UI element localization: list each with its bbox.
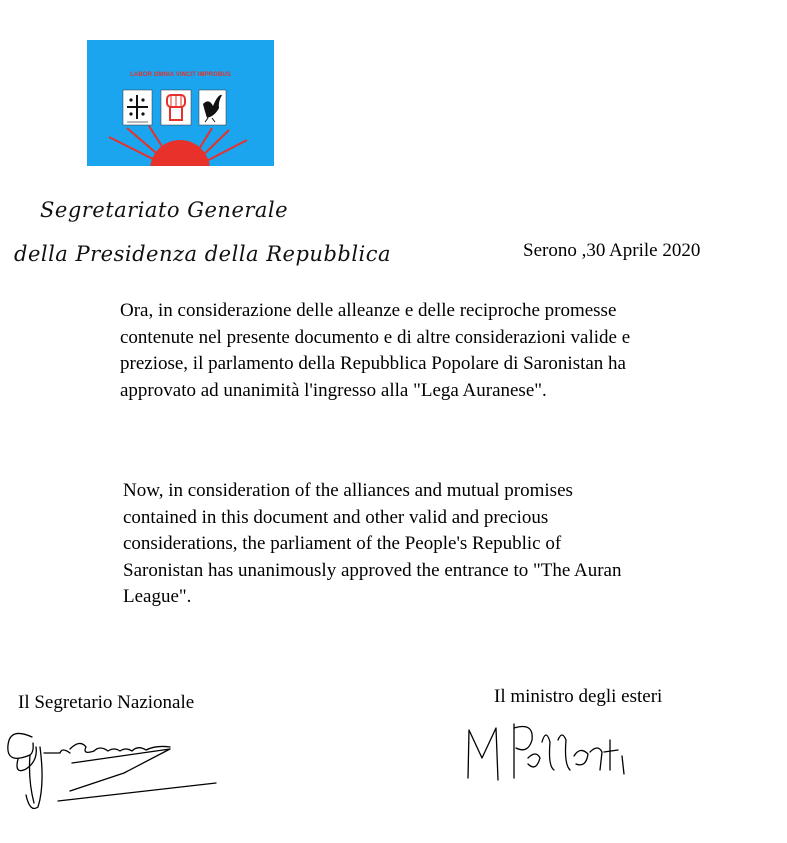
flag-emblem xyxy=(87,40,274,166)
sun xyxy=(150,140,210,166)
signature-left xyxy=(0,725,230,820)
signature-right xyxy=(462,718,634,784)
sun-rays xyxy=(87,40,274,166)
document-date: Serono ,30 Aprile 2020 xyxy=(523,240,701,261)
signatory-title-left: Il Segretario Nazionale xyxy=(18,692,195,713)
paragraph-english: Now, in consideration of the alliances and mutual promises contained in this document and other valid and precious considerations, the parliament of the People's Republic of Saronistan has unanimously approved the entrance to "The Auran League". xyxy=(123,480,622,607)
flag-motto: LABOR OMNIA VINCIT IMPROBUS xyxy=(130,72,231,78)
signatory-title-right: Il ministro degli esteri xyxy=(494,686,663,707)
heading-presidency: della Presidenza della Repubblica xyxy=(14,242,392,266)
raised-fist-icon xyxy=(161,90,191,125)
heading-secretariat: Segretariato Generale xyxy=(40,198,289,222)
paragraph-italian: Ora, in considerazione delle alleanze e delle reciproche promesse contenute nel presente documento e di altre considerazioni valide e preziose, il parlamento della Repubblica Popolare di Saronistan ha approvato ad unanimità l'ingresso alla "Lega Auranese". xyxy=(120,300,631,401)
cross-emblem-icon xyxy=(123,90,152,125)
dove-icon xyxy=(199,90,226,125)
